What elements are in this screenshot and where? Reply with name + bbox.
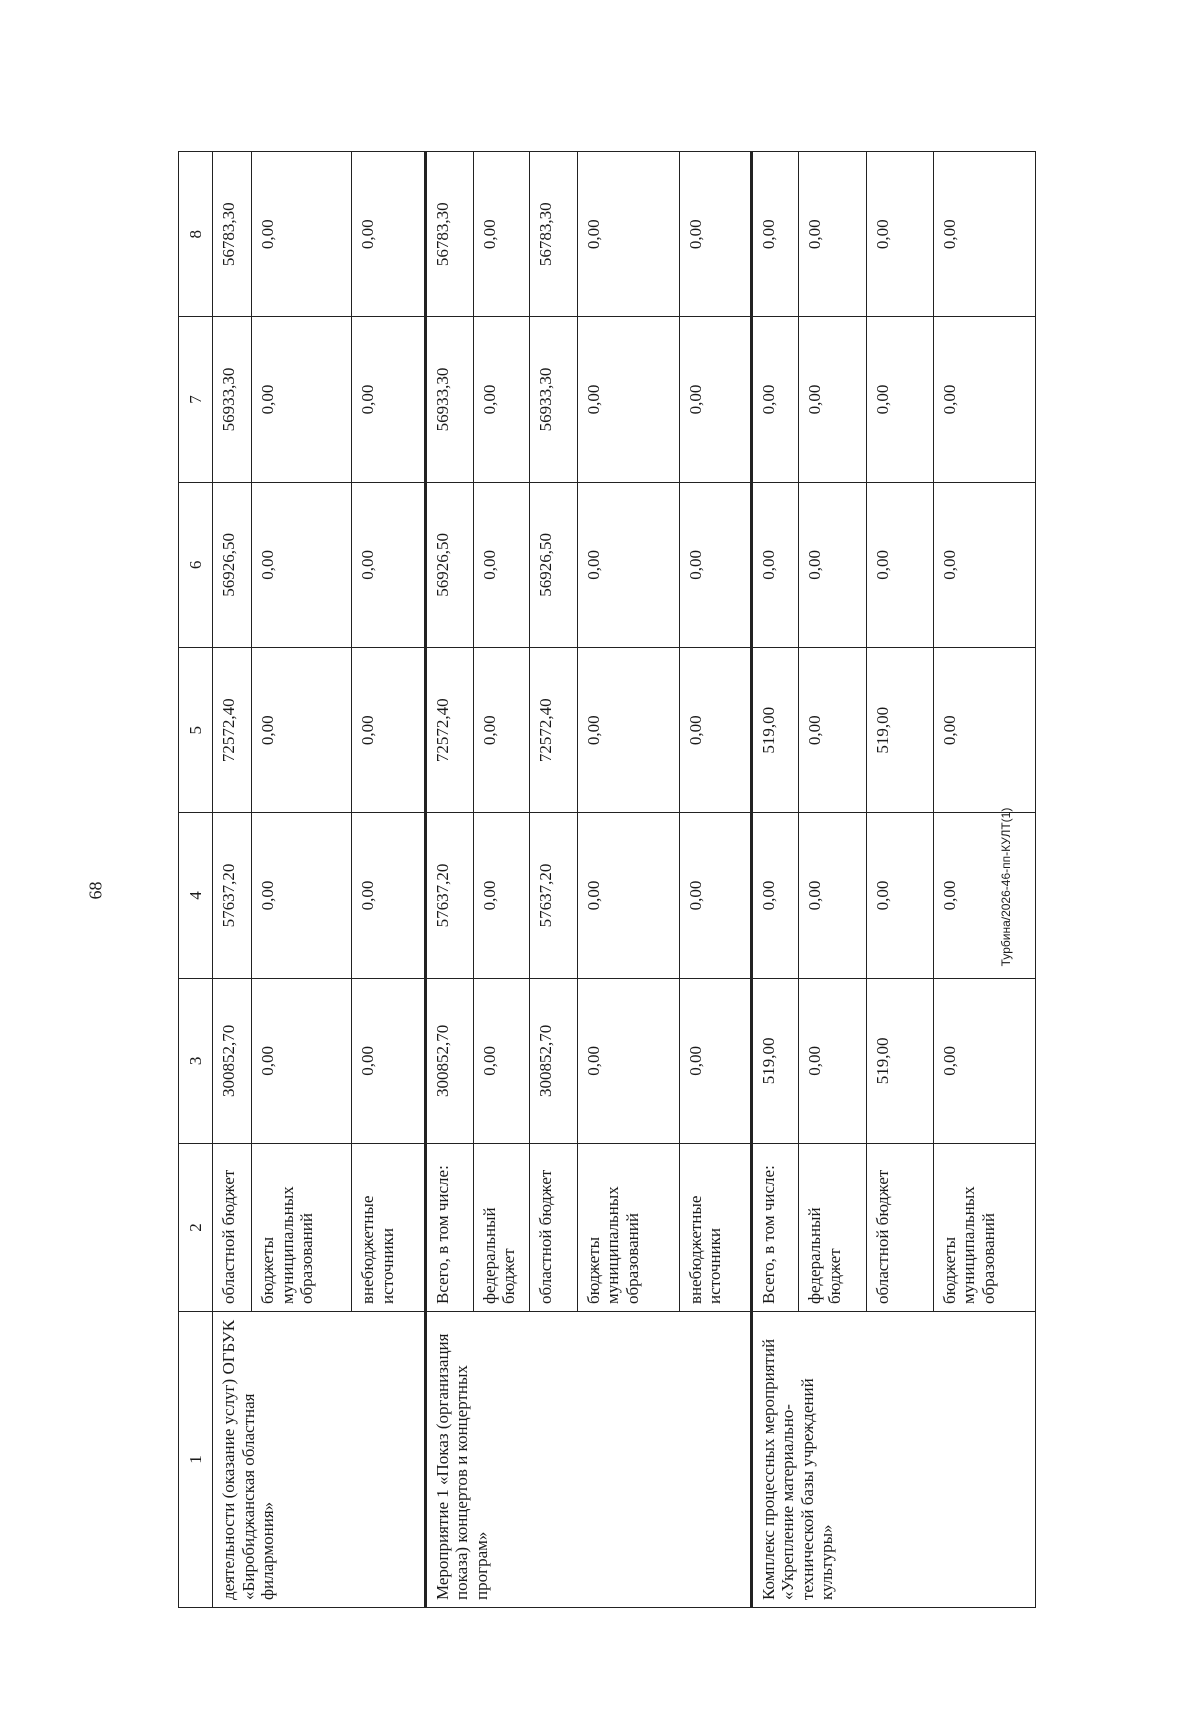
value-cell: 72572,40 — [213, 648, 252, 813]
value-cell: 0,00 — [577, 813, 679, 978]
value-cell: 0,00 — [679, 648, 751, 813]
value-cell: 0,00 — [933, 978, 1035, 1143]
value-cell: 0,00 — [473, 648, 530, 813]
value-cell: 0,00 — [751, 152, 799, 317]
column-header: 5 — [179, 648, 213, 813]
header-row — [179, 152, 213, 1608]
value-cell: 0,00 — [473, 317, 530, 482]
event-name-cell: Комплекс процессных мероприятий «Укрепление материально-технической базы учреждений культуры» — [751, 1312, 1035, 1608]
value-cell: 0,00 — [351, 152, 425, 317]
value-cell: 0,00 — [799, 152, 866, 317]
rotated-table-container — [178, 152, 1036, 1608]
table-rotation — [178, 152, 1036, 1608]
value-cell: 0,00 — [933, 152, 1035, 317]
value-cell: 0,00 — [933, 482, 1035, 647]
value-cell: 0,00 — [577, 978, 679, 1143]
budget-table — [178, 151, 1036, 1608]
value-cell: 56933,30 — [213, 317, 252, 482]
value-cell: 0,00 — [252, 978, 352, 1143]
value-cell: 0,00 — [866, 813, 933, 978]
event-name-cell: деятельности (оказание услуг) ОГБУК «Биробиджанская областная филармония» — [213, 1312, 426, 1608]
table-row — [213, 152, 252, 1608]
value-cell: 56926,50 — [213, 482, 252, 647]
value-cell: 56926,50 — [530, 482, 578, 647]
value-cell: 0,00 — [252, 317, 352, 482]
value-cell: 0,00 — [351, 648, 425, 813]
value-cell: 0,00 — [933, 317, 1035, 482]
funding-source-cell: Всего, в том числе: — [425, 1144, 473, 1312]
funding-source-cell: федеральный бюджет — [799, 1144, 866, 1312]
value-cell: 519,00 — [751, 978, 799, 1143]
value-cell: 0,00 — [473, 978, 530, 1143]
value-cell: 300852,70 — [425, 978, 473, 1143]
value-cell: 0,00 — [799, 648, 866, 813]
funding-source-cell: федеральный бюджет — [473, 1144, 530, 1312]
value-cell: 56933,30 — [425, 317, 473, 482]
funding-source-cell: Всего, в том числе: — [751, 1144, 799, 1312]
value-cell: 0,00 — [252, 648, 352, 813]
value-cell: 0,00 — [351, 813, 425, 978]
column-header: 6 — [179, 482, 213, 647]
value-cell: 0,00 — [679, 482, 751, 647]
value-cell: 0,00 — [799, 813, 866, 978]
page-number: 68 — [85, 881, 106, 900]
value-cell: 519,00 — [751, 648, 799, 813]
value-cell: 0,00 — [473, 813, 530, 978]
value-cell: 0,00 — [933, 813, 1035, 978]
value-cell: 0,00 — [473, 482, 530, 647]
value-cell: 0,00 — [866, 152, 933, 317]
value-cell: 57637,20 — [425, 813, 473, 978]
value-cell: 0,00 — [351, 482, 425, 647]
value-cell: 0,00 — [252, 813, 352, 978]
value-cell: 57637,20 — [530, 813, 578, 978]
value-cell: 56783,30 — [425, 152, 473, 317]
value-cell: 0,00 — [577, 482, 679, 647]
value-cell: 0,00 — [577, 152, 679, 317]
value-cell: 72572,40 — [425, 648, 473, 813]
value-cell: 56933,30 — [530, 317, 578, 482]
column-header: 7 — [179, 317, 213, 482]
value-cell: 0,00 — [252, 482, 352, 647]
value-cell: 56783,30 — [213, 152, 252, 317]
document-id: Турбина/2026-46-пп-КУЛТ(1) — [999, 807, 1013, 967]
value-cell: 0,00 — [473, 152, 530, 317]
column-header: 4 — [179, 813, 213, 978]
value-cell: 0,00 — [351, 317, 425, 482]
column-header: 3 — [179, 978, 213, 1143]
column-header: 8 — [179, 152, 213, 317]
value-cell: 0,00 — [679, 813, 751, 978]
value-cell: 519,00 — [866, 648, 933, 813]
value-cell: 519,00 — [866, 978, 933, 1143]
value-cell: 0,00 — [751, 317, 799, 482]
value-cell: 0,00 — [799, 978, 866, 1143]
value-cell: 0,00 — [799, 482, 866, 647]
value-cell: 0,00 — [799, 317, 866, 482]
funding-source-cell: бюджеты муниципальных образований — [577, 1144, 679, 1312]
value-cell: 300852,70 — [213, 978, 252, 1143]
value-cell: 0,00 — [577, 317, 679, 482]
column-header: 2 — [179, 1144, 213, 1312]
funding-source-cell: областной бюджет — [530, 1144, 578, 1312]
value-cell: 0,00 — [679, 152, 751, 317]
value-cell: 56783,30 — [530, 152, 578, 317]
value-cell: 57637,20 — [213, 813, 252, 978]
funding-source-cell: внебюджетные источники — [351, 1144, 425, 1312]
value-cell: 0,00 — [933, 648, 1035, 813]
value-cell: 0,00 — [351, 978, 425, 1143]
value-cell: 0,00 — [751, 813, 799, 978]
table-row — [751, 152, 799, 1608]
funding-source-cell: внебюджетные источники — [679, 1144, 751, 1312]
funding-source-cell: бюджеты муниципальных образований — [252, 1144, 352, 1312]
value-cell: 0,00 — [252, 152, 352, 317]
value-cell: 0,00 — [577, 648, 679, 813]
value-cell: 0,00 — [866, 482, 933, 647]
funding-source-cell: бюджеты муниципальных образований — [933, 1144, 1035, 1312]
value-cell: 56926,50 — [425, 482, 473, 647]
event-name-cell: Мероприятие 1 «Показ (организация показа) концертов и концертных програм» — [425, 1312, 751, 1608]
table-row — [425, 152, 473, 1608]
funding-source-cell: областной бюджет — [213, 1144, 252, 1312]
value-cell: 72572,40 — [530, 648, 578, 813]
value-cell: 0,00 — [679, 317, 751, 482]
value-cell: 0,00 — [866, 317, 933, 482]
value-cell: 0,00 — [679, 978, 751, 1143]
funding-source-cell: областной бюджет — [866, 1144, 933, 1312]
value-cell: 300852,70 — [530, 978, 578, 1143]
value-cell: 0,00 — [751, 482, 799, 647]
column-header: 1 — [179, 1312, 213, 1608]
